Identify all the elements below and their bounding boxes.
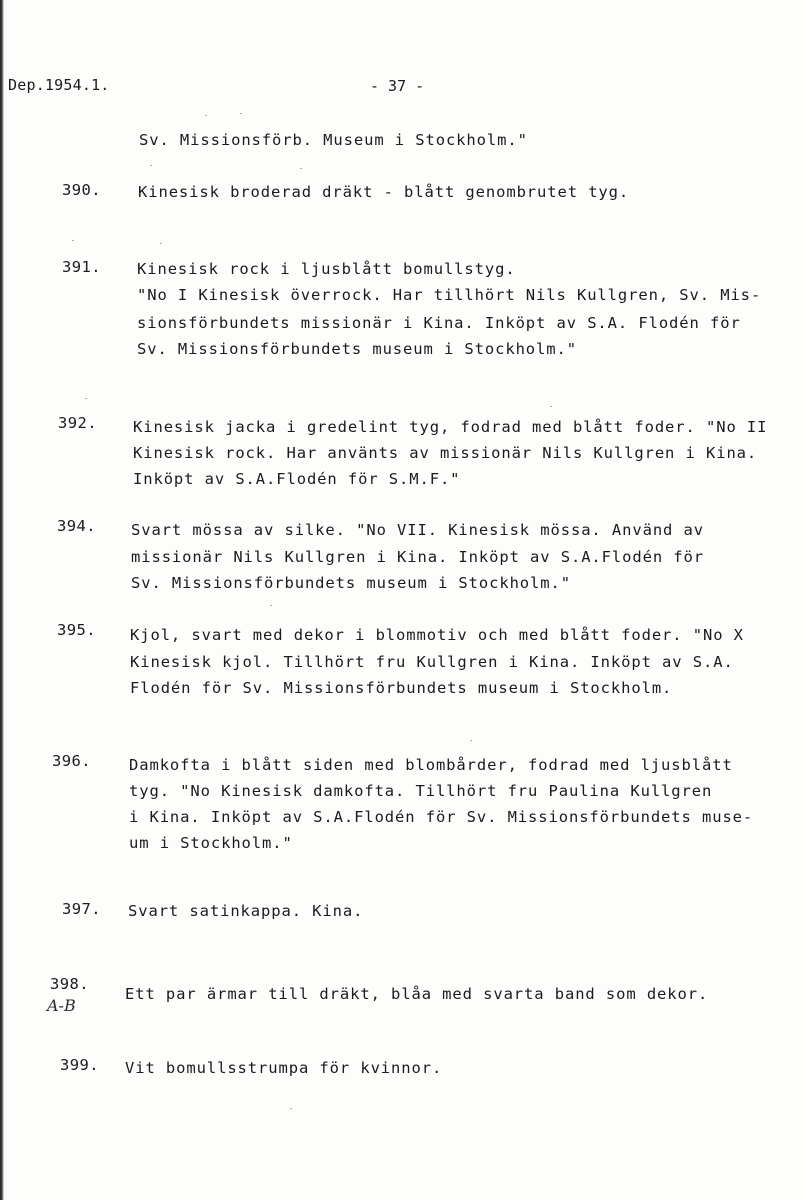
entry-text-line: Damkofta i blått siden med blombårder, fodrad med ljusblått xyxy=(129,756,733,774)
entry-text-line: missionär Nils Kullgren i Kina. Inköpt av S.A.Flodén för xyxy=(131,548,704,566)
entry-text-line: Kinesisk jacka i gredelint tyg, fodrad med blått foder. "No II xyxy=(133,418,768,436)
scan-speck xyxy=(550,406,552,407)
scan-speck xyxy=(470,740,472,741)
entry-text-line: Kinesisk rock. Har använts av missionär Nils Kullgren i Kina. xyxy=(133,444,758,462)
entry-number: 394. xyxy=(57,517,96,535)
scan-speck xyxy=(240,113,242,114)
entry-text-line: Kjol, svart med dekor i blommotiv och med blått foder. "No X xyxy=(130,626,744,644)
entry-text-line: tyg. "No Kinesisk damkofta. Tillhört fru Paulina Kullgren xyxy=(129,782,713,800)
entry-text-line: sionsförbundets missionär i Kina. Inköpt av S.A. Flodén för xyxy=(137,314,741,332)
entry-number: 399. xyxy=(60,1056,99,1074)
entry-number: 392. xyxy=(58,414,97,432)
scan-speck xyxy=(72,240,74,241)
entry-text-line: "No I Kinesisk överrock. Har tillhört Nils Kullgren, Sv. Mis- xyxy=(137,286,762,304)
entry-text-line: Sv. Missionsförb. Museum i Stockholm." xyxy=(139,131,528,149)
entry-number: 398. xyxy=(50,975,89,993)
entry-text-line: Flodén för Sv. Missionsförbundets museum i Stockholm. xyxy=(130,679,673,697)
entry-number: 397. xyxy=(62,900,101,918)
handwritten-annotation: A-B xyxy=(47,996,76,1015)
scan-speck xyxy=(150,165,152,166)
entry-number: 390. xyxy=(62,181,101,199)
entry-number: 396. xyxy=(52,752,91,770)
entry-number: 391. xyxy=(62,258,101,276)
deposit-reference: Dep.1954.1. xyxy=(8,76,110,94)
entry-number: 395. xyxy=(57,621,96,639)
entry-text-line: Vit bomullsstrumpa för kvinnor. xyxy=(125,1059,443,1077)
page-number: - 37 - xyxy=(370,77,425,95)
entry-text-line: Sv. Missionsförbundets museum i Stockholm." xyxy=(137,340,577,358)
scan-speck xyxy=(205,115,207,116)
entry-text-line: um i Stockholm." xyxy=(129,834,293,852)
entry-text-line: Kinesisk rock i ljusblått bomullstyg. xyxy=(137,260,516,278)
scan-edge xyxy=(0,0,4,1200)
scan-speck xyxy=(290,1108,292,1109)
scan-speck xyxy=(270,605,272,606)
scan-speck xyxy=(160,243,162,244)
entry-text-line: Sv. Missionsförbundets museum i Stockholm." xyxy=(131,574,571,592)
entry-text-line: Svart satinkappa. Kina. xyxy=(128,902,364,920)
scan-speck xyxy=(85,398,87,399)
entry-text-line: Svart mössa av silke. "No VII. Kinesisk mössa. Använd av xyxy=(131,521,704,539)
entry-text-line: i Kina. Inköpt av S.A.Flodén för Sv. Missionsförbundets muse- xyxy=(129,808,754,826)
entry-text-line: Kinesisk kjol. Tillhört fru Kullgren i Kina. Inköpt av S.A. xyxy=(130,653,734,671)
entry-text-line: Inköpt av S.A.Flodén för S.M.F." xyxy=(133,470,461,488)
scan-speck xyxy=(300,168,302,169)
entry-text-line: Kinesisk broderad dräkt - blått genombrutet tyg. xyxy=(138,183,630,201)
entry-text-line: Ett par ärmar till dräkt, blåa med svarta band som dekor. xyxy=(125,985,709,1003)
